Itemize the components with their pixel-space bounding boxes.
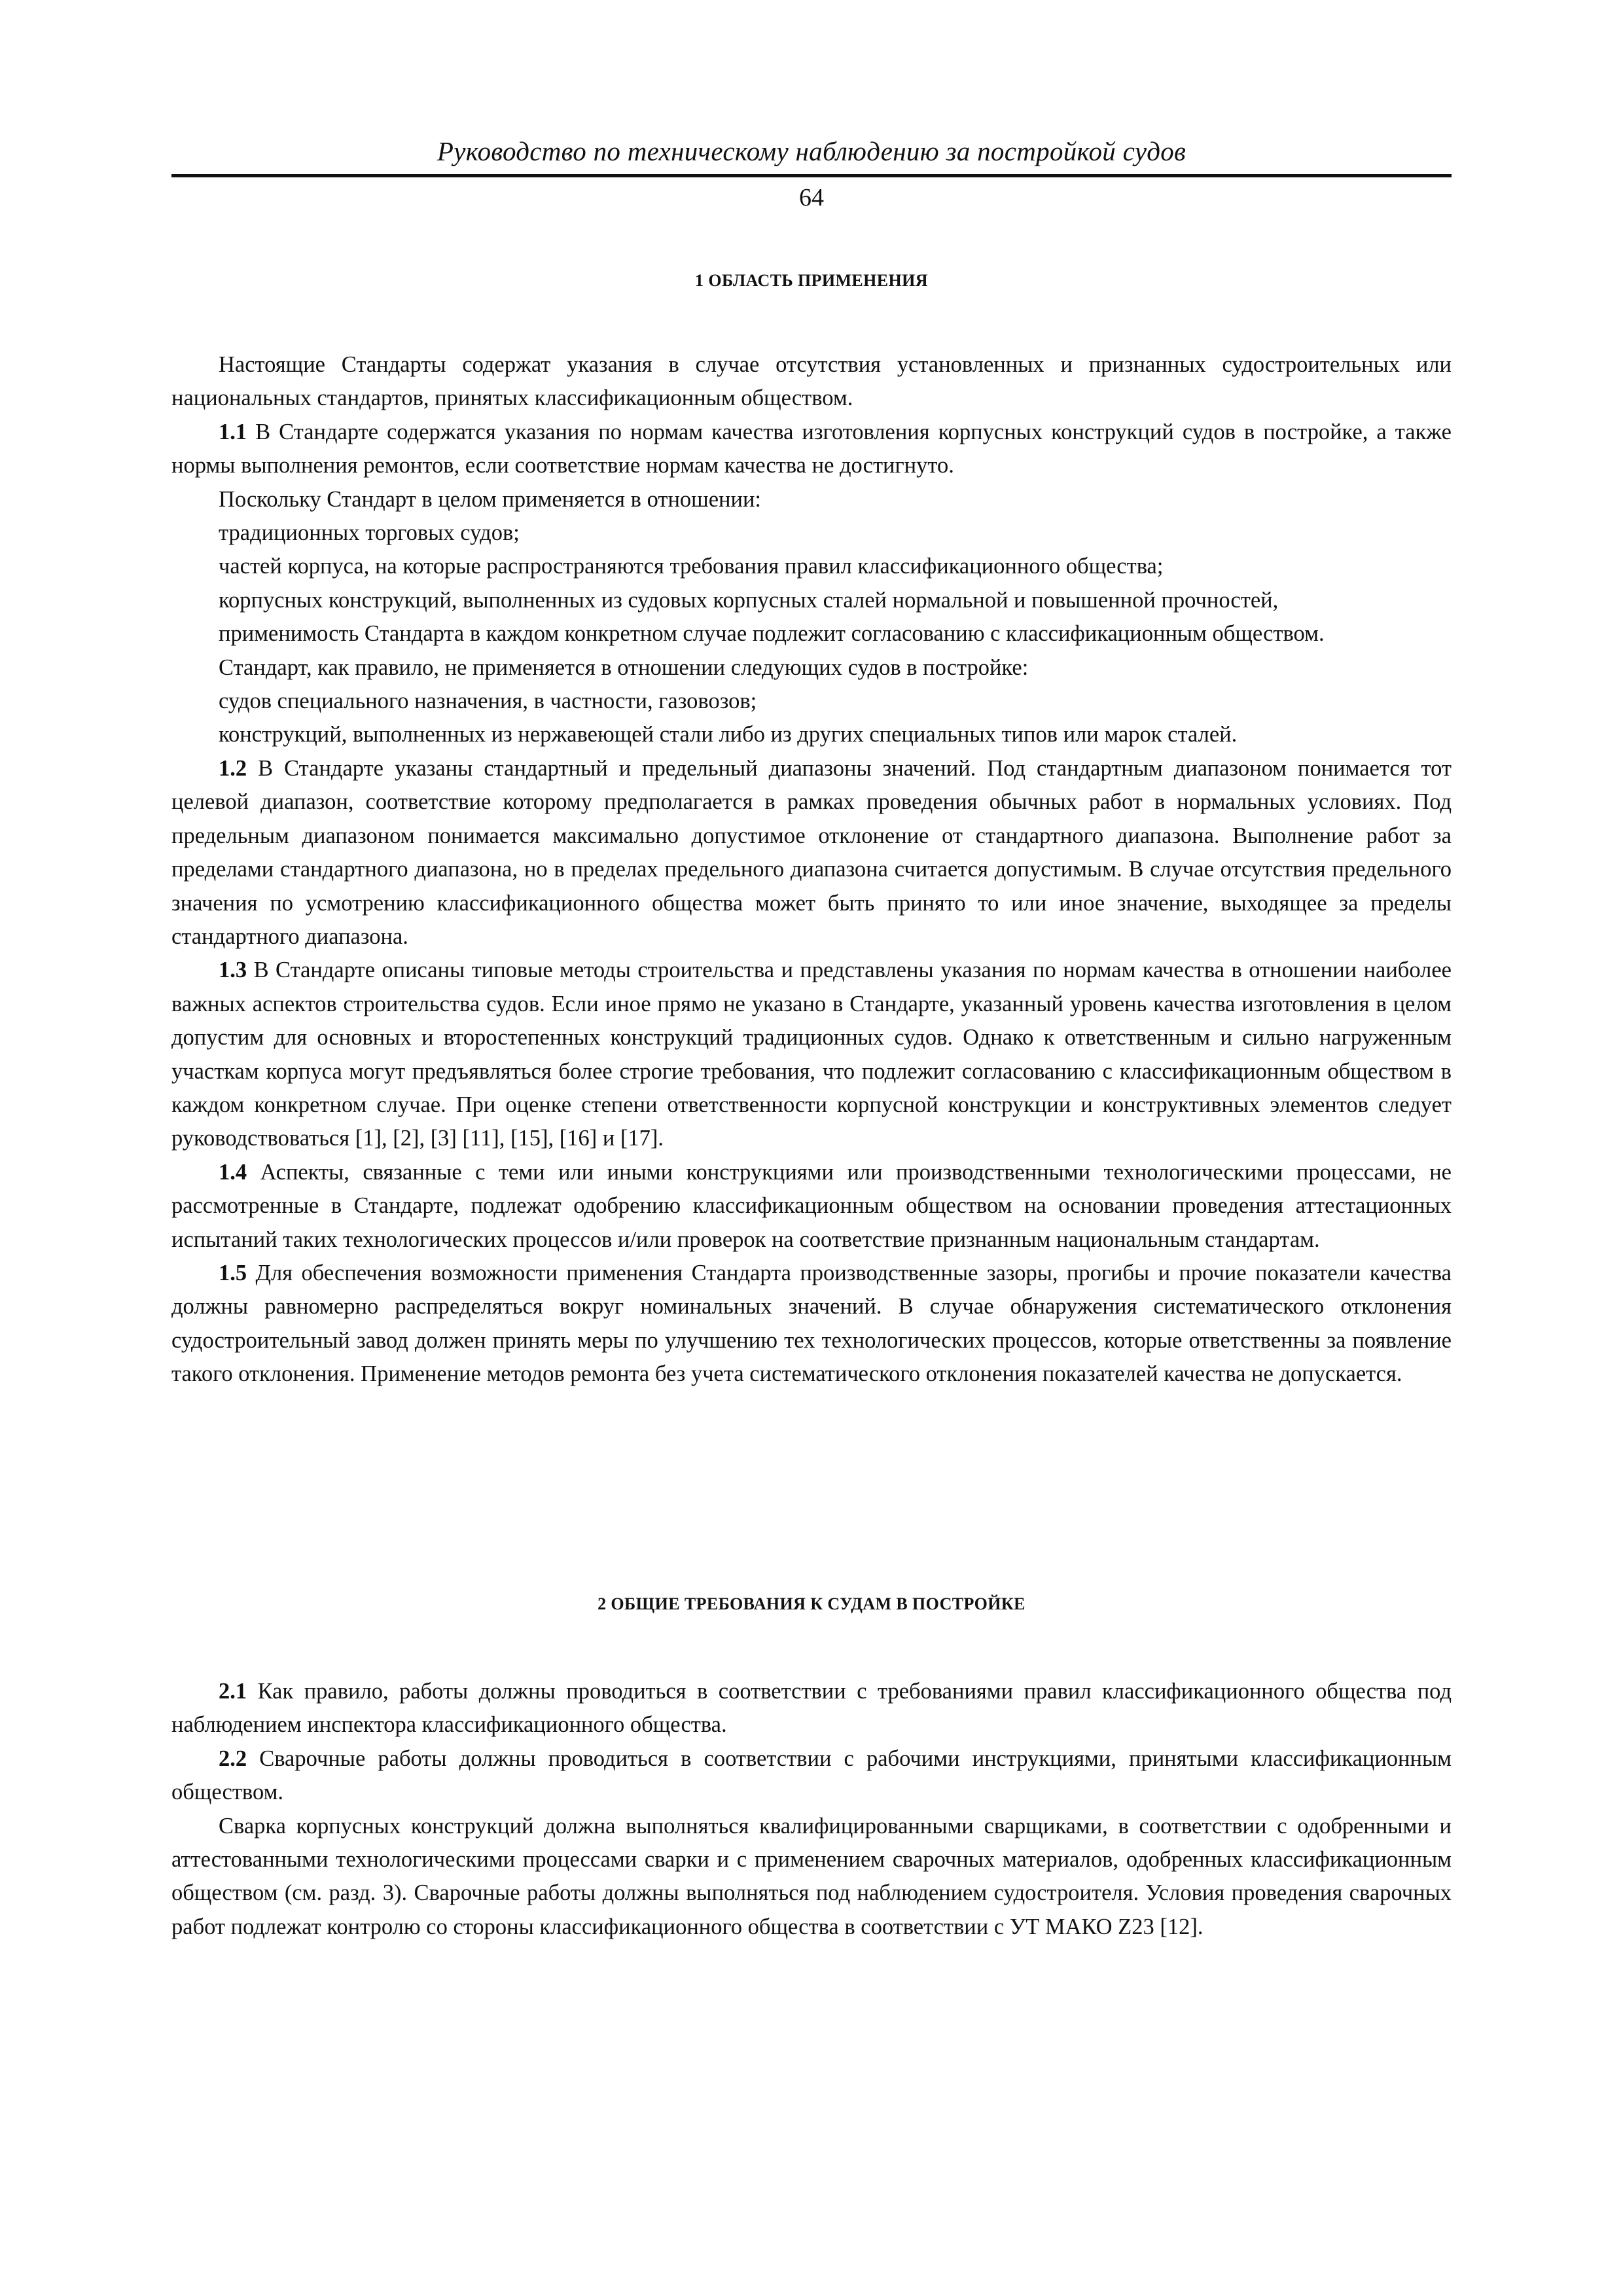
paragraph — [171, 651, 1452, 685]
paragraph-text: В Стандарте указаны стандартный и предельный диапазоны значений. Под стандартным диапазоном понимается тот целевой диапазон, соответствие которому предполагается в рамках проведения обычных работ в нормальных условиях. Под предельным диапазоном понимается максимально допустимое отклонение от стандартного диапазона. Выполнение работ за пределами стандартного диапазона, но в пределах предельного диапазона считается допустимым. В случае отсутствия предельного значения по усмотрению классификационного общества может быть принято то или иное значение, выходящее за пределы стандартного диапазона. — [171, 755, 1452, 949]
paragraph — [171, 617, 1452, 651]
paragraph-text: конструкций, выполненных из нержавеющей стали либо из других специальных типов или марок сталей. — [219, 722, 1238, 747]
paragraph-text: Стандарт, как правило, не применяется в отношении следующих судов в постройке: — [219, 655, 1029, 680]
section-1-body — [171, 348, 1452, 1391]
section-2-heading: 2 ОБЩИЕ ТРЕБОВАНИЯ К СУДАМ В ПОСТРОЙКЕ — [597, 1594, 1026, 1613]
clause-number: 1.5 — [219, 1260, 247, 1285]
paragraph-text: Сварочные работы должны проводиться в соответствии с рабочими инструкциями, принятыми классификационным обществом. — [171, 1746, 1452, 1805]
paragraph-text: частей корпуса, на которые распространяются требования правил классификационного общества; — [219, 554, 1164, 579]
clause-number: 2.2 — [219, 1746, 247, 1771]
clause-number: 1.4 — [219, 1159, 247, 1185]
paragraph — [171, 348, 1452, 416]
paragraph — [171, 1810, 1452, 1945]
paragraph-text: В Стандарте описаны типовые методы строительства и представлены указания по нормам качества в отношении наиболее важных аспектов строительства судов. Если иное прямо не указано в Стандарте, указанный уровень качества изготовления в целом допустим для основных и второстепенных конструкций традиционных судов. Однако к ответственным и сильно нагруженным участкам корпуса могут предъявляться более строгие требования, что подлежит согласованию с классификационным обществом в каждом конкретном случае. При оценке степени ответственности корпусной конструкции и конструктивных элементов следует руководствоваться [1], [2], [3] [11], [15], [16] и [17]. — [171, 958, 1452, 1151]
header-rule — [171, 174, 1452, 177]
paragraph-text: Сварка корпусных конструкций должна выполняться квалифицированными сварщиками, в соответствии с одобренными и аттестованными технологическими процессами сварки и с применением сварочных материалов, одобренных классификационным обществом (см. разд. 3). Сварочные работы должны выполняться под наблюдением судостроителя. Условия проведения сварочных работ подлежат контролю со стороны классификационного общества в соответствии с УТ МАКО Z23 [12]. — [171, 1813, 1452, 1939]
clause-number: 1.1 — [219, 419, 247, 444]
paragraph — [171, 954, 1452, 1155]
paragraph — [171, 1742, 1452, 1810]
paragraph — [171, 752, 1452, 954]
paragraph — [171, 416, 1452, 483]
paragraph — [171, 1257, 1452, 1391]
paragraph-text: корпусных конструкций, выполненных из судовых корпусных сталей нормальной и повышенной прочностей, — [219, 587, 1279, 613]
page-number: 64 — [799, 184, 824, 211]
paragraph-text: судов специального назначения, в частности, газовозов; — [219, 689, 757, 714]
list-item — [171, 718, 1452, 751]
paragraph — [171, 483, 1452, 516]
list-item — [171, 685, 1452, 718]
list-item — [171, 516, 1452, 550]
paragraph — [171, 1156, 1452, 1257]
clause-number: 1.3 — [219, 958, 247, 983]
paragraph — [171, 1675, 1452, 1742]
paragraph-text: Для обеспечения возможности применения Стандарта производственные зазоры, прогибы и прочие показатели качества должны равномерно распределяться вокруг номинальных значений. В случае обнаружения систематического отклонения судостроительный завод должен принять меры по улучшению тех технологических процессов, которые ответственны за появление такого отклонения. Применение методов ремонта без учета систематического отклонения показателей качества не допускается. — [171, 1260, 1452, 1387]
paragraph-text: В Стандарте содержатся указания по нормам качества изготовления корпусных конструкций судов в постройке, а также нормы выполнения ремонтов, если соответствие нормам качества не достигнуто. — [171, 419, 1452, 478]
clause-number: 2.1 — [219, 1679, 247, 1704]
paragraph-text: Аспекты, связанные с теми или иными конструкциями или производственными технологическими процессами, не рассмотренные в Стандарте, подлежат одобрению классификационным обществом на основании проведения аттестационных испытаний таких технологических процессов и/или проверок на соответствие признанным национальным стандартам. — [171, 1159, 1452, 1252]
list-item — [171, 550, 1452, 583]
paragraph-text: Поскольку Стандарт в целом применяется в отношении: — [219, 486, 762, 512]
paragraph-text: Как правило, работы должны проводиться в соответствии с требованиями правил классификационного общества под наблюдением инспектора классификационного общества. — [171, 1679, 1452, 1738]
paragraph-text: Настоящие Стандарты содержат указания в случае отсутствия установленных и признанных судостроительных или национальных стандартов, принятых классификационным обществом. — [171, 352, 1452, 411]
paragraph-text: традиционных торговых судов; — [219, 520, 520, 546]
list-item — [171, 584, 1452, 617]
clause-number: 1.2 — [219, 755, 247, 781]
running-header: Руководство по техническому наблюдению за постройкой судов — [437, 136, 1186, 166]
section-1-heading: 1 ОБЛАСТЬ ПРИМЕНЕНИЯ — [695, 271, 928, 290]
paragraph-text: применимость Стандарта в каждом конкретном случае подлежит согласованию с классификационным обществом. — [219, 621, 1325, 647]
section-2-body — [171, 1675, 1452, 1944]
